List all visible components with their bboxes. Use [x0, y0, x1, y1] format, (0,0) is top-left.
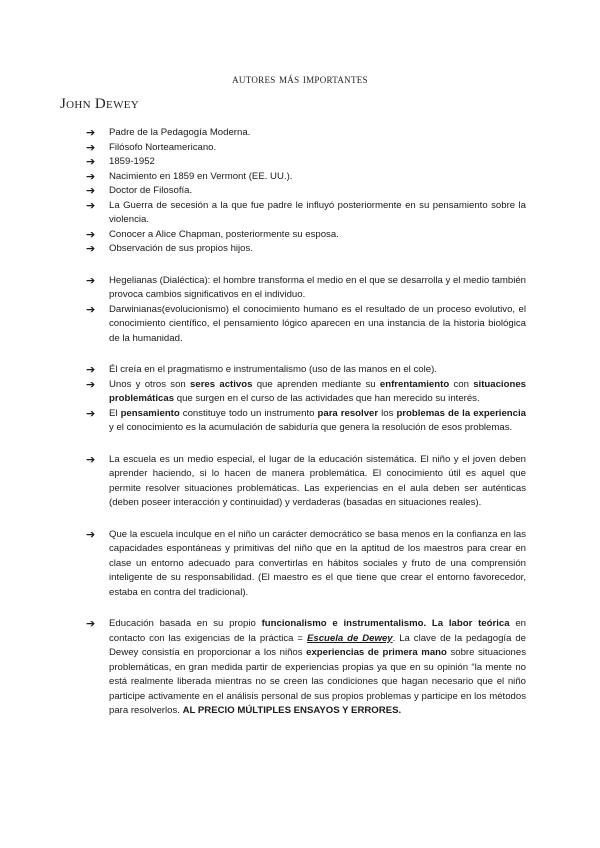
arrow-icon: ➔ [86, 302, 96, 316]
list-item: ➔ Hegelianas (Dialéctica): el hombre transforma el medio en el que se desarrolla y el medio también provoca cambios significativos en el individuo. [86, 273, 527, 300]
list-item: ➔ La escuela es un medio especial, el lugar de la educación sistemática. El niño y el joven deben aprender haciendo, si lo hacen de manera problemática. El conocimiento útil es aquel que permite resolver situaciones problemáticas. Las experiencias en el aula deben ser auténticas (deben poseer interacción y continuidad) y verdaderas (basadas en situaciones reales). [86, 452, 526, 508]
arrow-icon: ➔ [86, 184, 96, 197]
arrow-icon: ➔ [86, 273, 96, 287]
list-item: ➔ Darwinianas(evolucionismo) el conocimiento humano es el resultado de un proceso evolutivo, el conocimiento científico, el pensamiento lógico aparecen en una instancia de la historia biológica de la humanidad. [86, 302, 526, 344]
arrow-icon: ➔ [86, 155, 96, 168]
list-item: ➔ Observación de sus propios hijos. [86, 242, 253, 255]
list-item: ➔ 1859-1952 [86, 155, 155, 168]
escuela-dewey-reference: Escuela de Dewey [306, 632, 393, 644]
list-item: ➔ Educación basada en su propio funcionalismo e instrumentalismo. La labor teórica en contacto con las exigencias de la práctica = Escuela de Dewey. La clave de la pedagogía de Dewey consistía en proporcionar a los niños experiencias de primera mano sobre situaciones problemáticas, en gran medida partir de experiencias propias ya que en su opinión “la mente no está realmente liberada mientras no se creen las condiciones que hagan necesario que el niño participe activamente en el análisis personal de sus propios problemas y participe en los métodos para resolverlos. AL PRECIO MÚLTIPLES ENSAYOS Y ERRORES. [86, 617, 527, 716]
arrow-icon: ➔ [86, 126, 96, 139]
list-item: ➔ El pensamiento constituye todo un instrumento para resolver los problemas de la experiencia y el conocimiento es la acumulación de sabiduría que genera la resolución de esos problemas. [86, 406, 527, 433]
list-item: ➔ Doctor de Filosofía. [86, 184, 193, 197]
influences-list [86, 274, 526, 347]
section-heading: John Dewey [60, 96, 140, 112]
list-item: ➔ La Guerra de secesión a la que fue padre le influyó posteriormente en su pensamiento sobre la violencia. [86, 198, 526, 225]
list-item: ➔ Unos y otros son seres activos que aprenden mediante su enfrentamiento con situaciones problemáticas que surgen en el curso de las actividades que han merecido su interés. [86, 377, 526, 404]
democracy-paragraph [86, 528, 526, 601]
list-item: ➔ Él creía en el pragmatismo e instrumentalismo (uso de las manos en el cole). [86, 363, 437, 376]
pragmatism-list [86, 363, 526, 436]
arrow-icon: ➔ [86, 198, 96, 212]
biography-list [86, 126, 526, 257]
list-item: ➔ Nacimiento en 1859 en Vermont (EE. UU.). [86, 169, 293, 183]
list-item: ➔ Conocer a Alice Chapman, posteriormente su esposa. [86, 227, 339, 241]
arrow-icon: ➔ [86, 242, 96, 255]
arrow-icon: ➔ [86, 140, 96, 154]
arrow-icon: ➔ [86, 452, 96, 466]
arrow-icon: ➔ [86, 363, 96, 376]
arrow-icon: ➔ [86, 406, 96, 420]
arrow-icon: ➔ [86, 377, 96, 391]
list-item: ➔ Filósofo Norteamericano. [86, 140, 217, 154]
document-body [86, 126, 526, 736]
arrow-icon: ➔ [86, 527, 96, 541]
arrow-icon: ➔ [86, 227, 96, 241]
page-title: autores más importantes [232, 72, 368, 86]
list-item: ➔ Que la escuela inculque en el niño un carácter democrático se basa menos en la confianza en las capacidades espontáneas y primitivas del niño que en la aptitud de los maestros para crear en clase un entorno adecuado para convertirlas en hábitos sociales y fruto de una comprensión inteligente de su responsabilidad. (El maestro es el que tiene que crear el entorno favorecedor, estaba en contra del tradicional). [86, 527, 526, 598]
school-paragraph [86, 453, 526, 511]
arrow-icon: ➔ [86, 617, 96, 630]
arrow-icon: ➔ [86, 169, 96, 183]
education-paragraph [86, 617, 526, 719]
list-item: ➔ Padre de la Pedagogía Moderna. [86, 126, 251, 139]
